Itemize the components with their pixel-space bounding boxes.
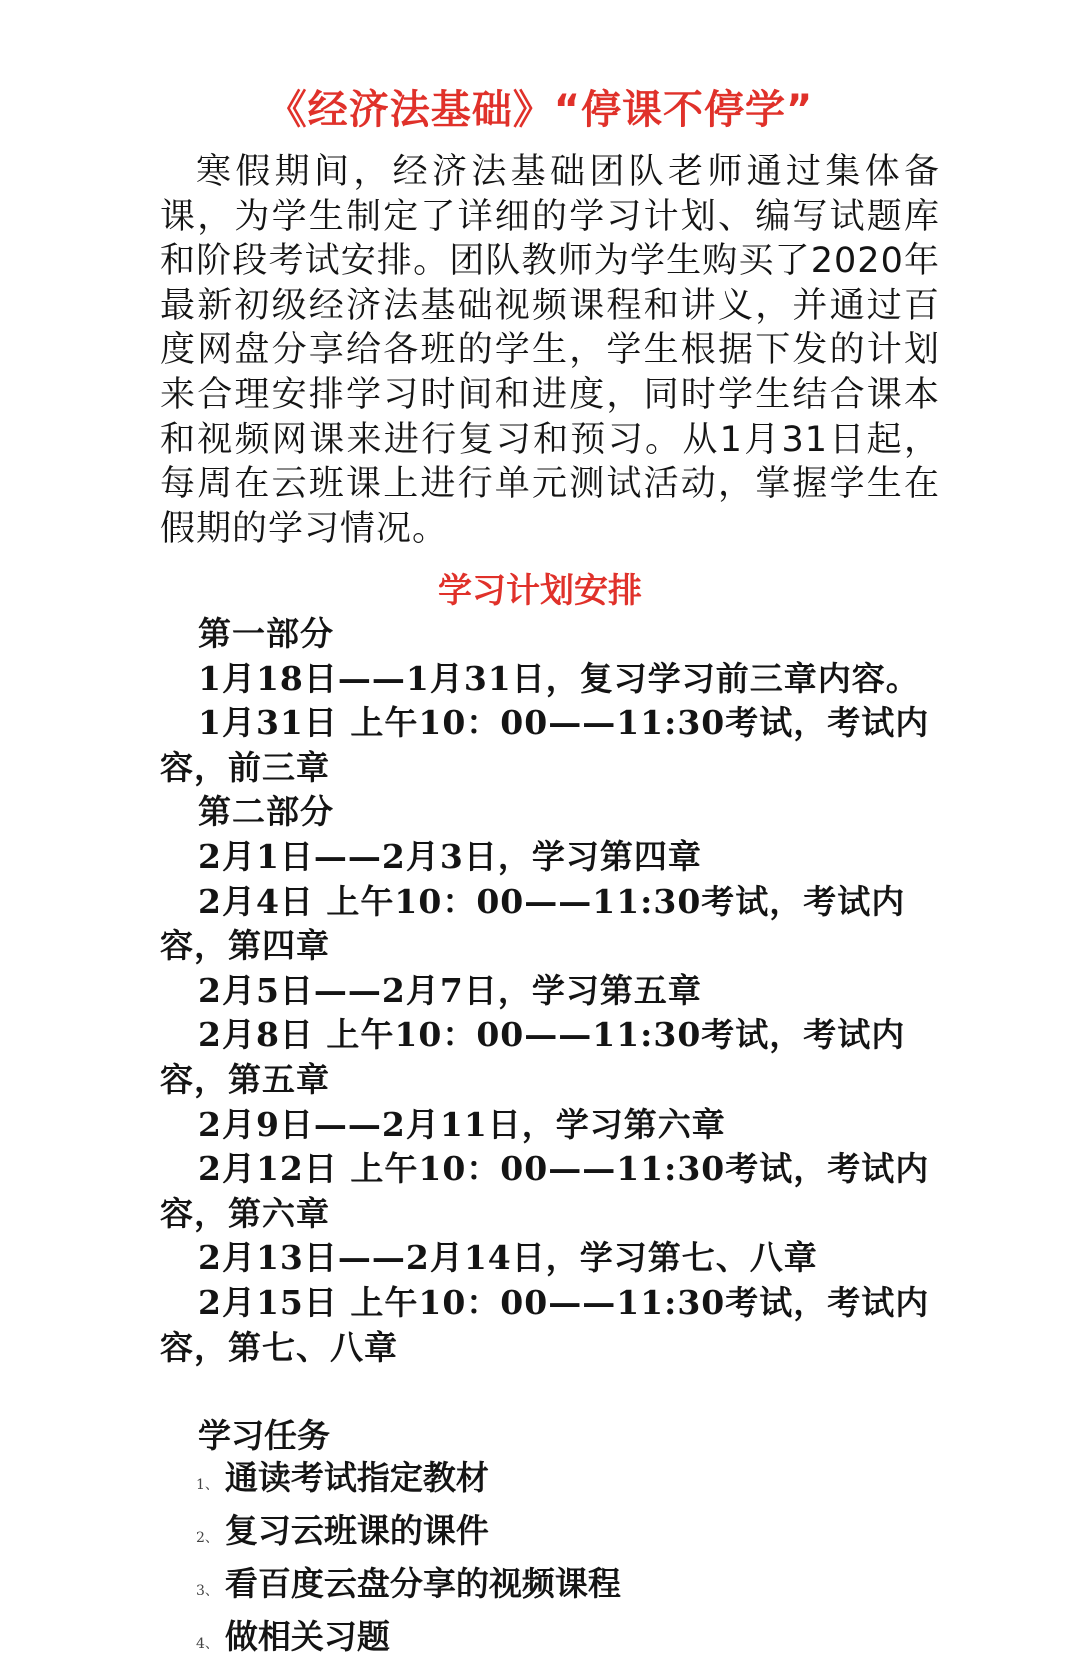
task-text: 通读考试指定教材	[224, 1458, 489, 1497]
task-item	[196, 1455, 621, 1508]
schedule-item: 2月8日 上午10：00——11:30考试，考试内容，第五章	[160, 1015, 906, 1099]
schedule-item: 第二部分	[198, 792, 334, 832]
schedule-item: 2月5日——2月7日，学习第五章	[198, 970, 702, 1010]
task-text: 复习云班课的课件	[224, 1511, 489, 1550]
section-subtitle: 学习计划安排	[438, 571, 642, 611]
schedule-item: 2月1日——2月3日，学习第四章	[198, 836, 702, 876]
schedule-item: 1月31日 上午10：00——11:30考试，考试内容，前三章	[160, 703, 930, 787]
schedule-item: 第一部分	[198, 614, 334, 653]
schedule-item: 2月4日 上午10：00——11:30考试，考试内容，第四章	[160, 881, 906, 966]
task-number: 1、	[196, 1477, 219, 1493]
intro-paragraph: 寒假期间，经济法基础团队老师通过集体备课，为学生制定了详细的学习计划、编写试题库和阶段考试安排。团队教师为学生购买了2020年最新初级经济法基础视频课程和讲义，并通过百度网盘分享给各班的学生，学生根据下发的计划来合理安排学习时间和进度，同时学生结合课本和视频网课来进行复习和预习。从1月31日起，每周在云班课上进行单元测试活动，掌握学生在假期的学习情况。	[160, 152, 940, 549]
schedule-item: 2月13日——2月14日，学习第七、八章	[198, 1238, 818, 1278]
tasks-list	[196, 1455, 621, 1667]
task-number: 4、	[196, 1636, 219, 1652]
task-number: 2、	[196, 1530, 219, 1546]
task-item	[196, 1508, 621, 1561]
task-text: 看百度云盘分享的视频课程	[224, 1564, 621, 1603]
task-text: 做相关习题	[224, 1617, 390, 1656]
schedule-item: 2月12日 上午10：00——11:30考试，考试内容，第六章	[160, 1149, 930, 1233]
schedule-item: 1月18日——1月31日，复习学习前三章内容。	[198, 658, 920, 698]
task-item	[196, 1614, 621, 1667]
task-number: 3、	[196, 1583, 219, 1599]
schedule-item: 2月15日 上午10：00——11:30考试，考试内容，第七、八章	[160, 1282, 930, 1367]
task-item	[196, 1561, 621, 1614]
schedule-item: 2月9日——2月11日，学习第六章	[198, 1104, 726, 1144]
document-title: 《经济法基础》“停课不停学”	[266, 87, 814, 133]
schedule-list	[160, 612, 940, 1370]
tasks-heading: 学习任务	[198, 1416, 330, 1455]
